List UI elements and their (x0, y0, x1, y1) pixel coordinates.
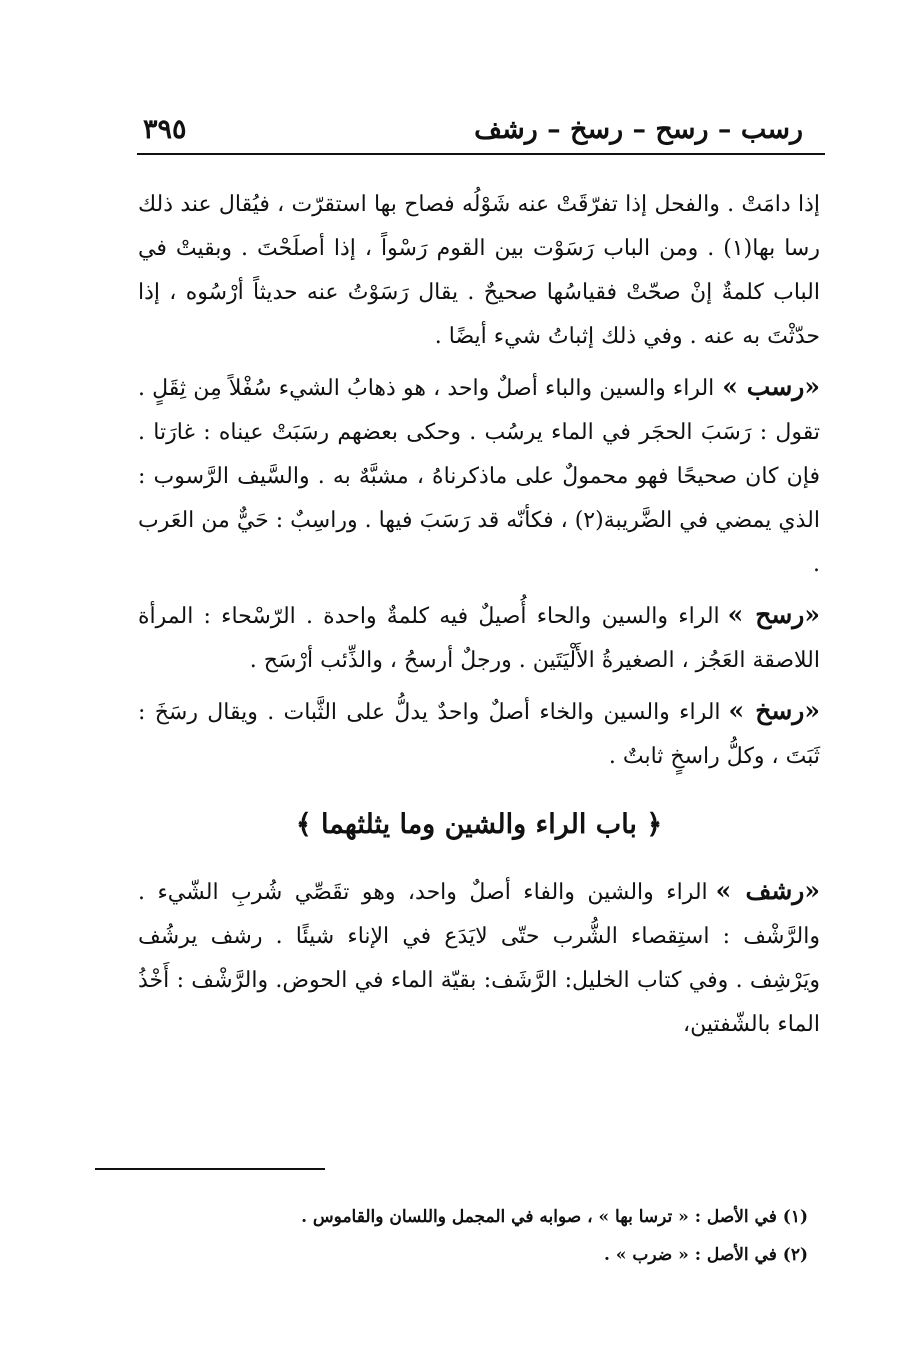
entry-rasab (138, 365, 820, 587)
paragraph (138, 183, 820, 359)
entry-headword: « رشف » (716, 876, 820, 905)
entry-text: الراء والسين والباء أصلٌ واحد ، هو ذهابُ الشيء سُفْلاً مِن ثِقَلٍ . تقول : رَسَبَ الحجَر في الماء يرسُب . وحكى بعضهم رسَبَتْ عيناه : غارَتا . فإن كان صحيحًا فهو محمولٌ على ماذكرناهُ ، مشبَّهٌ به . والسَّيف الرَّسوب : الذي يمضي في الضَّريبة(٢) ، فكأنّه قد رَسَبَ فيها . وراسِبٌ : حَيٌّ من العَرب . (138, 376, 820, 577)
entry-rashaf (138, 869, 820, 1047)
main-text (138, 183, 820, 1047)
running-title: رسب – رسح – رسخ – رشف (474, 114, 803, 145)
header-rule (137, 153, 825, 155)
entry-text: الراء والشين والفاء أصلٌ واحد، وهو تقَصِّي شُربِ الشّيء . والرَّشْف : استِقصاء الشُّرب حتّى لايَدَع في الإناء شيئًا . رشف يرشُف ويَرْشِف . وفي كتاب الخليل: الرَّشَف: بقيّة الماء في الحوض. والرَّشْف : أَخْذُ الماء بالشّفتين، (138, 880, 820, 1037)
paragraph-text: إذا دامَتْ . والفحل إذا تفرّقَتْ عنه شَوْلُه فصاح بها استقرّت ، فيُقال عند ذلك رسا بها(١) . ومن الباب رَسَوْت بين القوم رَسْواً ، إذا أصلَحْتَ . وبقيتْ في الباب كلمةٌ إنْ صحّتْ فقياسُها صحيحٌ . يقال رَسَوْتُ عنه حديثاً أرْسُوه ، إذا حدّثْتَ به عنه . وفي ذلك إثباتُ شيء أيضًا . (138, 192, 820, 349)
entry-rasah (138, 593, 820, 683)
entry-headword: « رسخ » (729, 696, 820, 725)
entry-headword: « رسح » (728, 600, 820, 629)
footnote-1: (١) في الأصل : « ترسا بها » ، صوابه في المجمل واللسان والقاموس . (301, 1207, 808, 1227)
footnotes (138, 1198, 808, 1274)
footnote-2: (٢) في الأصل : « ضرب » . (604, 1245, 808, 1265)
entry-headword: « رسب » (722, 372, 820, 401)
page-number: ٣٩٥ (143, 114, 187, 145)
entry-text: الراء والسين والحاء أُصيلٌ فيه كلمةٌ واحدة . الرّسْحاء : المرأة اللاصقة العَجُز ، الصغيرةُ الأَلْيَتَين . ورجلٌ أرسحُ ، والذِّئب أرْسَح . (138, 604, 820, 673)
entry-rasakh (138, 689, 820, 779)
section-title: ﴿ باب الراء والشين وما يثلثهما ﴾ (295, 809, 663, 840)
entry-text: الراء والسين والخاء أصلٌ واحدٌ يدلُّ على الثَّبات . ويقال رسَخَ : ثَبَتَ ، وكلُّ راسخٍ ثابتٌ . (138, 700, 820, 769)
footnote-rule (95, 1168, 325, 1170)
page-header (137, 108, 825, 150)
